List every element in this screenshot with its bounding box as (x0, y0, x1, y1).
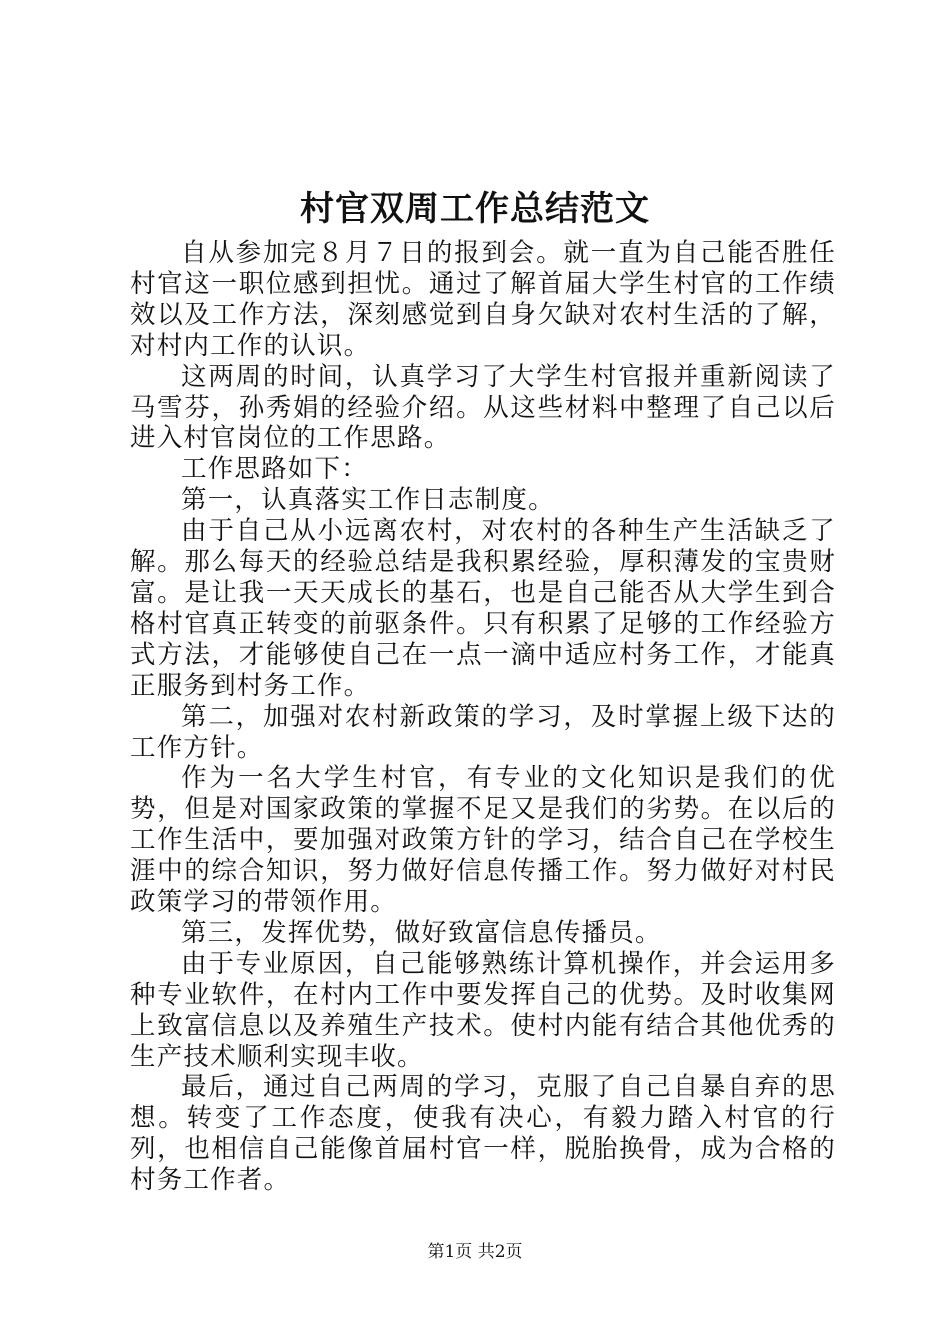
paragraph-plan-heading: 工作思路如下： (181, 454, 368, 485)
paragraph-conclusion: 最后，通过自己两周的学习，克服了自己自暴自弃的思想。转变了工作态度，使我有决心，有毅力踏入村官的行列，也相信自己能像首届村官一样，脱胎换骨，成为合格的村务工作者。 (130, 1072, 836, 1196)
paragraph-point-three-detail: 由于专业原因，自己能够熟练计算机操作，并会运用多种专业软件，在村内工作中要发挥自己的优势。及时收集网上致富信息以及养殖生产技术。使村内能有结合其他优秀的生产技术顺利实现丰收。 (130, 948, 836, 1072)
document-title: 村官双周工作总结范文 (300, 189, 650, 229)
document-body (130, 238, 836, 1196)
paragraph-point-one: 第一，认真落实工作日志制度。 (181, 485, 555, 516)
paragraph-intro: 自从参加完８月７日的报到会。就一直为自己能否胜任村官这一职位感到担忧。通过了解首届大学生村官的工作绩效以及工作方法，深刻感觉到自身欠缺对农村生活的了解，对村内工作的认识。 (130, 238, 836, 361)
paragraph-study: 这两周的时间，认真学习了大学生村官报并重新阅读了马雪芬，孙秀娟的经验介绍。从这些材料中整理了自己以后进入村官岗位的工作思路。 (130, 361, 836, 454)
paragraph-point-two: 第二，加强对农村新政策的学习，及时掌握上级下达的工作方针。 (130, 701, 836, 763)
paragraph-point-two-detail: 作为一名大学生村官，有专业的文化知识是我们的优势，但是对国家政策的掌握不足又是我们的劣势。在以后的工作生活中，要加强对政策方针的学习，结合自己在学校生涯中的综合知识，努力做好信息传播工作。努力做好对村民政策学习的带领作用。 (130, 763, 836, 918)
paragraph-point-one-detail: 由于自己从小远离农村，对农村的各种生产生活缺乏了解。那么每天的经验总结是我积累经验，厚积薄发的宝贵财富。是让我一天天成长的基石，也是自己能否从大学生到合格村官真正转变的前驱条件。只有积累了足够的工作经验方式方法，才能够使自己在一点一滴中适应村务工作，才能真正服务到村务工作。 (130, 516, 836, 701)
page-number-footer: 第1页 共2页 (427, 1242, 523, 1262)
paragraph-point-three: 第三，发挥优势，做好致富信息传播员。 (181, 917, 662, 948)
